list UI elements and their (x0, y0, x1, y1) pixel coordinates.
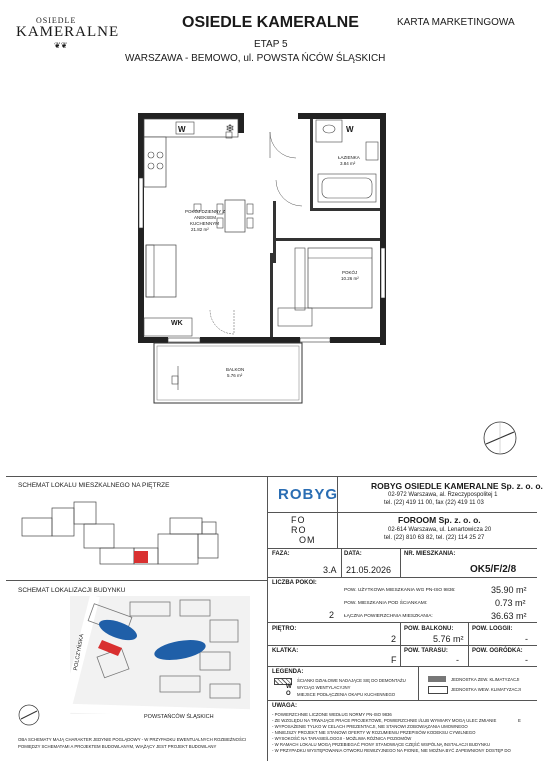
pietro-label: PIĘTRO: (272, 626, 297, 632)
divider-pietro (400, 622, 401, 666)
compass-icon (482, 420, 518, 456)
data-value: 21.05.2026 (346, 565, 392, 575)
note-line-2-tail: E (518, 718, 521, 723)
taras-label: POW. TARASU: (404, 648, 448, 654)
pl-value: 36.63 m² (491, 611, 527, 621)
loggia-label: POW. LOGGII: (472, 626, 513, 632)
nr-label: NR. MIESZKANIA: (404, 551, 456, 557)
divider-info-3 (267, 622, 537, 623)
location-compass-icon (18, 704, 40, 726)
ogrodek-label: POW. OGRÓDKA: (472, 648, 523, 654)
note-line-1: - POWIERZCHNIE LICZONE WEDŁUG NORMY PN-ISO 9836 (272, 712, 392, 717)
legend-title: LEGENDA: (272, 669, 304, 675)
divider-pietro-2 (468, 622, 469, 666)
bedroom-area: 10.26 m² (341, 276, 359, 281)
ogrodek-value: - (525, 655, 528, 665)
note-line-3: - WYPOSAŻENIE TYLKO W CELACH PREZENTACJI, NIE STANOWI ZOBOWIĄZANIA UMOWNEGO (272, 724, 468, 729)
floor-schema-title: SCHEMAT LOKALU MIESZKALNEGO NA PIĘTRZE (18, 482, 170, 489)
living-label-3: KUCHENNYM (190, 221, 220, 226)
divider-left-mid (6, 580, 267, 581)
robyg-logo: ROBYG (278, 486, 339, 503)
pokoje-label: LICZBA POKOI: (272, 580, 317, 586)
klatka-label: KLATKA: (272, 648, 299, 654)
balkon-value: 5.76 m² (433, 634, 464, 644)
note-line-5: - WYSOKOŚĆ NA TARASIE/LOGGII - MOŻLIWA RÓŻNICA POZIOMÓW (272, 736, 412, 741)
doc-type: KARTA MARKETINGOWA (397, 17, 515, 28)
divider-info-4 (267, 645, 537, 646)
note-line-7: - W PRZYPADKU WYSTĘPOWANIA OTWORU REWIZYJNEGO NA PIONIE, NIE MOŻNA BYĆ ZAPEWNIONY DOSTĘP DO (272, 748, 511, 753)
page-title: OSIEDLE KAMERALNE (182, 14, 359, 31)
address: WARSZAWA - BEMOWO, ul. POWSTA ŃCÓW ŚLĄSKICH (125, 53, 386, 64)
legend-item-ac-in: JEDNOSTKA WEW. KLIMATYZACJI (451, 687, 521, 692)
wk-label: WK (171, 320, 183, 327)
balkon-label: POW. BALKONU: (404, 626, 454, 632)
location-map (60, 596, 260, 726)
living-area: 21.82 m² (191, 227, 209, 232)
faza-label: FAZA: (272, 551, 290, 557)
divider-mid (267, 476, 268, 761)
foroom-logo-3: OM (299, 535, 316, 545)
pokoje-value: 2 (329, 610, 335, 620)
foroom-logo-2: RO (291, 525, 307, 535)
w-mark-bath: W (346, 125, 354, 134)
faza-value: 3.A (323, 565, 337, 575)
foroom-name: FOROOM Sp. z. o. o. (398, 515, 481, 525)
disclaimer-1: OBA SCHEMATY MAJĄ CHARAKTER JEDYNIE POGLĄDOWY - W PRZYPADKU EWENTUALNYCH ROZBIEŻNOŚCI (18, 737, 247, 742)
divider-info-2 (267, 577, 537, 578)
divider-faza (341, 548, 342, 577)
bedroom-label: POKÓJ (342, 270, 358, 275)
notes-title: UWAGA: (272, 703, 297, 709)
divider-info-6 (267, 700, 537, 701)
pl-label: ŁĄCZNA POWIERZCHNIA MIESZKANIA: (344, 614, 433, 619)
pu-label: POW. UŻYTKOWA MIESZKANIA WG PN-ISO 9836: (344, 588, 456, 593)
divider-legend (418, 666, 419, 700)
pp-label: POW. MIESZKANIA POD ŚCIANKAMI: (344, 601, 428, 606)
legend-item-ac-out: JEDNOSTKA ZEW. KLIMATYZACJI (451, 677, 520, 682)
floor-schema-map (20, 494, 245, 574)
hood-icon: O (286, 691, 291, 697)
robyg-phone: tel. (22) 419 11 00, fax (22) 419 11 03 (384, 500, 484, 506)
nr-value: OK5/F/2/8 (470, 564, 517, 575)
balcony-label: BALKON (226, 367, 245, 372)
note-line-6: - W RAMACH LOKALU MOGĄ PRZEBIEGAĆ PIONY STANOWIĄCE CZĘŚĆ WSPÓLNĄ INSTALACJI BUDYNKU (272, 742, 490, 747)
legend-item-vent: WYCIĄG WENTYLACYJNY (297, 685, 351, 690)
floor-plan (130, 108, 410, 408)
living-label-2: ANEKSEM (194, 215, 217, 220)
klatka-value: F (391, 655, 397, 665)
note-line-2: - ZE WZGLĘDU NA TRWAJĄCE PRACE PROJEKTOWE, POWIERZCHNIE I/LUB WYMIARY MOGĄ ULEC ZMIANIE (272, 718, 497, 723)
foroom-phone: tel. (22) 810 63 82, tel. (22) 114 25 27 (384, 535, 485, 541)
foroom-logo-1: FO (291, 515, 306, 525)
logo-ornament: ❦❦ (54, 41, 68, 50)
logo-top: OSIEDLE (36, 16, 77, 25)
street-label-1: POWSTAŃCÓW ŚLĄSKICH (144, 714, 214, 720)
street-label-2: POLCZYŃSKA (73, 633, 86, 672)
disclaimer-2: POMIĘDZY SCHEMATAMI A PROJEKTEM BUDOWLANYM, WIĄŻĄCY JEST PROJEKT BUDOWLANY (18, 744, 217, 749)
divider-top (6, 476, 537, 477)
divider-companies (267, 512, 537, 513)
legend-item-hood: MIEJSCE PODŁĄCZENIA OKAPU KUCHENNEGO (297, 692, 396, 697)
logo-main: KAMERALNE (16, 24, 120, 40)
ac-outdoor-icon (428, 676, 446, 682)
foroom-address: 02-614 Warszawa, ul. Lenartowicza 20 (388, 527, 492, 533)
divider-info-5 (267, 666, 537, 667)
note-line-4: - NINIEJSZY PROJEKT NIE STANOWI OFERTY W ROZUMIENIU PRZEPISÓW KODEKSU CYWILNEGO (272, 730, 476, 735)
pietro-value: 2 (391, 634, 397, 644)
ventilation-icon: W (286, 684, 292, 690)
bathroom-area: 3.84 m² (340, 161, 356, 166)
pp-value: 0.73 m² (495, 598, 526, 608)
ac-indoor-icon (428, 686, 448, 694)
taras-value: - (456, 655, 459, 665)
robyg-address: 02-972 Warszawa, al. Rzeczypospolitej 1 (388, 492, 498, 498)
w-mark-kitchen: W (178, 125, 186, 134)
divider-data (400, 548, 401, 577)
svg-text:❄: ❄ (225, 123, 235, 135)
divider-info-1 (267, 548, 537, 549)
living-label-1: POKÓJ DZIENNY Z (185, 209, 226, 214)
legend-item-walls: ŚCIANKI DZIAŁOWE NADAJĄCE SIĘ DO DEMONTAŻU (297, 678, 406, 683)
robyg-name: ROBYG OSIEDLE KAMERALNE Sp. z. o. o. (371, 481, 543, 491)
loggia-value: - (525, 634, 528, 644)
pu-value: 35.90 m² (491, 585, 527, 595)
stage-label: ETAP 5 (254, 39, 288, 50)
location-schema-title: SCHEMAT LOKALIZACJI BUDYNKU (18, 587, 126, 594)
bathroom-label: ŁAZIENKA (338, 155, 360, 160)
data-label: DATA: (344, 551, 362, 557)
balcony-area: 5.76 m² (227, 373, 243, 378)
